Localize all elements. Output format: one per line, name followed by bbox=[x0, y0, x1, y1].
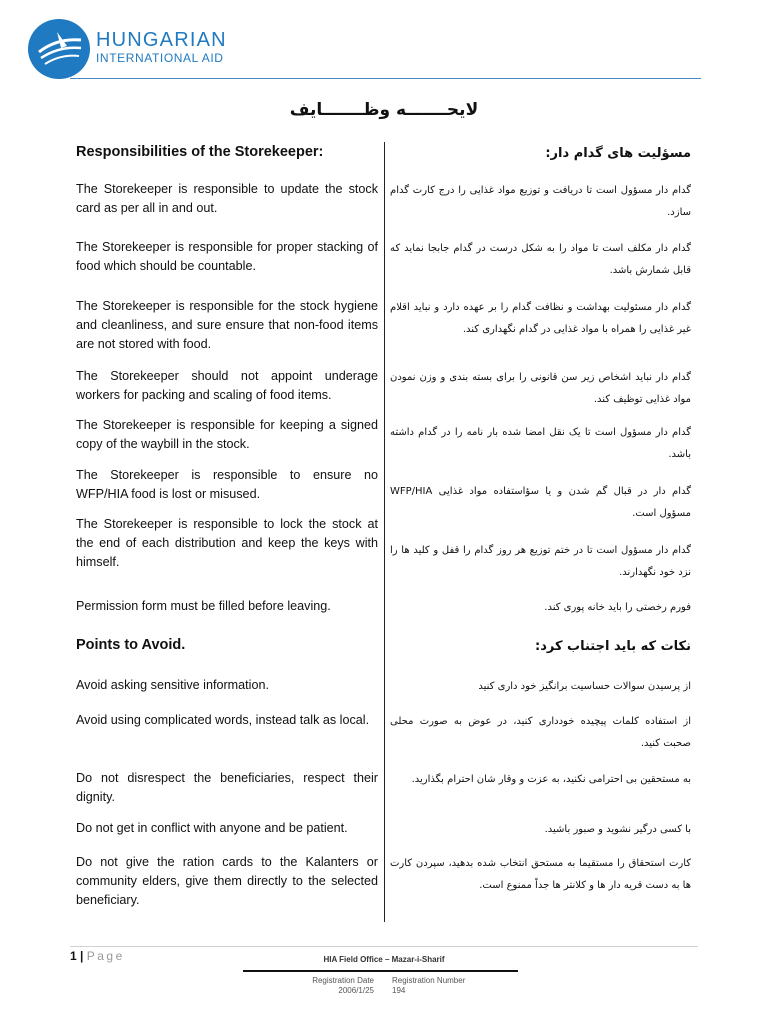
footer-divider bbox=[70, 946, 698, 947]
responsibility-fa: گدام دار مسؤول است تا دریافت و توزیع مواد غذایی را درج کارت گدام سازد. bbox=[390, 185, 691, 218]
avoid-item-fa: با کسی درگیر نشوید و صبور باشید. bbox=[544, 824, 691, 835]
avoid-heading-en: Points to Avoid. bbox=[76, 637, 186, 653]
hia-logo-icon bbox=[27, 18, 91, 80]
responsibility-en: The Storekeeper is responsible for proper stacking of food which should be countable. bbox=[76, 240, 378, 273]
avoid-item-en: Avoid asking sensitive information. bbox=[76, 678, 269, 692]
registration-divider bbox=[243, 970, 518, 972]
avoid-item-fa: از استفاده کلمات پیچیده خودداری کنید، در عوض به صورت محلی صحبت کنید. bbox=[390, 716, 691, 749]
brand-line2: INTERNATIONAL AID bbox=[96, 51, 224, 65]
column-divider bbox=[384, 142, 385, 922]
responsibility-fa: گدام دار مسؤول است تا یک نقل امضا شده بار نامه را در گدام داشته باشد. bbox=[390, 427, 691, 460]
header-divider bbox=[70, 78, 701, 79]
page-separator: | bbox=[80, 949, 84, 963]
responsibility-en: The Storekeeper is responsible for keeping a signed copy of the waybill in the stock. bbox=[76, 418, 378, 451]
responsibility-fa: فورم رخصتی را باید خانه پوری کند. bbox=[544, 602, 691, 613]
brand-name bbox=[96, 30, 227, 65]
avoid-item-en: Avoid using complicated words, instead talk as local. bbox=[76, 713, 370, 727]
responsibility-fa: گدام دار نباید اشخاص زیر سن قانونی را برای بسته بندی و وزن نمودن مواد غذایی توظیف کند. bbox=[390, 372, 691, 405]
registration-number-label: Registration Number bbox=[392, 976, 466, 985]
brand-line1: HUNGARIAN bbox=[96, 29, 227, 51]
registration-date bbox=[310, 976, 374, 996]
avoid-item-fa: به مستحقین بی احترامی نکنید، به عزت و وقار شان احترام بگذارید. bbox=[411, 774, 691, 785]
avoid-item-fa: کارت استحقاق را مستقیما به مستحق انتخاب شده بدهید، سپردن کارت ها به دست قریه دار ها و کلانتر ها جداً ممنوع است. bbox=[390, 858, 691, 891]
office-name: HIA Field Office – Mazar-i-Sharif bbox=[323, 955, 445, 964]
registration-number-value: 194 bbox=[392, 986, 406, 995]
avoid-item-en: Do not give the ration cards to the Kalanters or community elders, give them directly to the selected beneficiary. bbox=[76, 855, 378, 907]
registration-number bbox=[392, 976, 465, 996]
registration-date-label: Registration Date bbox=[312, 976, 374, 985]
responsibility-fa: گدام دار مسؤول است تا در ختم توزیع هر روز گدام را قفل و کلید ها را نزد خود نگهدارند. bbox=[390, 545, 691, 578]
avoid-item-fa: از پرسیدن سوالات حساسیت برانگیز خود داری کنید bbox=[478, 681, 691, 692]
responsibilities-heading-en: Responsibilities of the Storekeeper: bbox=[76, 144, 324, 160]
avoid-item-en: Do not get in conflict with anyone and be patient. bbox=[76, 821, 348, 835]
responsibility-fa: گدام دار در قبال گم شدن و یا سؤاستفاده مواد غذایی WFP/HIA مسؤول است. bbox=[390, 486, 691, 519]
responsibility-fa: گدام دار مسئولیت بهداشت و نظافت گدام را بر عهده دارد و نباید اقلام غیر غذایی را همراه با مواد غذایی در گدام نگهداری کند. bbox=[390, 302, 691, 335]
responsibility-en: The Storekeeper should not appoint underage workers for packing and scaling of food items. bbox=[76, 369, 378, 402]
page-number-value: 1 bbox=[70, 949, 77, 963]
responsibility-en: The Storekeeper is responsible for the stock hygiene and cleanliness, and sure ensure that non-food items are not stored with food. bbox=[76, 299, 378, 351]
responsibility-en: Permission form must be filled before leaving. bbox=[76, 599, 331, 613]
responsibilities-heading-fa: مسؤلیت های گدام دار: bbox=[545, 146, 691, 161]
page-label: Page bbox=[86, 949, 125, 963]
document-title: لایحـــــــه وظـــــــایف bbox=[289, 100, 479, 120]
responsibility-en: The Storekeeper is responsible to update the stock card as per all in and out. bbox=[76, 182, 378, 215]
registration-date-value: 2006/1/25 bbox=[338, 986, 374, 995]
avoid-heading-fa: نکات که باید اجتناب کرد: bbox=[535, 639, 691, 654]
responsibility-en: The Storekeeper is responsible to ensure no WFP/HIA food is lost or misused. bbox=[76, 468, 378, 501]
avoid-item-en: Do not disrespect the beneficiaries, respect their dignity. bbox=[76, 771, 378, 804]
responsibility-fa: گدام دار مکلف است تا مواد را به شکل درست در گدام جابجا نماید که قابل شمارش باشد. bbox=[390, 243, 691, 276]
responsibility-en: The Storekeeper is responsible to lock the stock at the end of each distribution and keep the keys with himself. bbox=[76, 517, 378, 569]
